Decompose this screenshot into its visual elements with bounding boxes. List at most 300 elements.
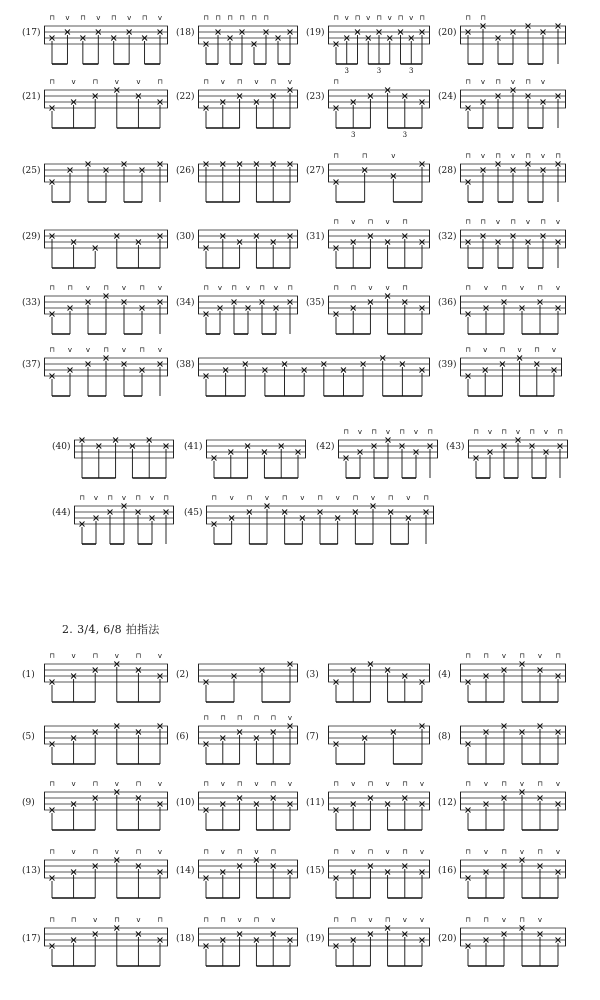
down-stroke-mark: ⊓ (480, 14, 486, 22)
up-stroke-mark: v (217, 284, 223, 292)
strum-example (184, 422, 314, 486)
down-stroke-mark: ⊓ (135, 494, 141, 502)
down-stroke-mark: ⊓ (361, 152, 368, 160)
down-stroke-mark: ⊓ (92, 78, 98, 86)
example-number: (21) (22, 92, 41, 102)
down-stroke-mark: ⊓ (70, 916, 77, 924)
example-number: (34) (176, 298, 195, 308)
tab-staff (328, 778, 430, 842)
strum-example (22, 278, 176, 342)
strum-example (176, 212, 306, 276)
up-stroke-mark: v (555, 284, 561, 292)
strum-example (176, 846, 306, 910)
strum-example (22, 846, 176, 910)
down-stroke-mark: ⊓ (92, 652, 98, 660)
down-stroke-mark: ⊓ (317, 494, 323, 502)
up-stroke-mark: v (543, 428, 549, 436)
tab-staff (198, 340, 430, 404)
down-stroke-mark: ⊓ (465, 652, 471, 660)
up-stroke-mark: v (287, 78, 293, 86)
up-stroke-mark: v (525, 218, 531, 226)
tab-staff (328, 914, 430, 978)
up-stroke-mark: v (413, 428, 419, 436)
down-stroke-mark: ⊓ (483, 652, 489, 660)
up-stroke-mark: v (540, 78, 546, 86)
up-stroke-mark: v (419, 848, 425, 856)
down-stroke-mark: ⊓ (501, 284, 507, 292)
strum-example (22, 712, 176, 776)
tab-staff (198, 8, 298, 72)
down-stroke-mark: ⊓ (80, 14, 86, 22)
down-stroke-mark: ⊓ (215, 14, 221, 22)
strum-example (176, 778, 306, 842)
down-stroke-mark: ⊓ (555, 652, 561, 660)
up-stroke-mark: v (300, 494, 305, 502)
triplet-number: 3 (402, 131, 408, 139)
down-stroke-mark: ⊓ (419, 14, 425, 22)
down-stroke-mark: ⊓ (402, 284, 408, 292)
down-stroke-mark: ⊓ (92, 848, 98, 856)
strum-example (438, 72, 574, 136)
down-stroke-mark: ⊓ (135, 780, 142, 788)
up-stroke-mark: v (351, 848, 356, 856)
up-stroke-mark: v (537, 916, 543, 924)
up-stroke-mark: v (483, 346, 488, 354)
down-stroke-mark: ⊓ (203, 848, 209, 856)
up-stroke-mark: v (519, 284, 525, 292)
down-stroke-mark: ⊓ (465, 152, 471, 160)
down-stroke-mark: ⊓ (270, 848, 276, 856)
example-number: (38) (176, 360, 195, 370)
strum-example (22, 212, 176, 276)
strum-example (176, 278, 306, 342)
up-stroke-mark: v (366, 14, 371, 22)
tab-staff (328, 146, 430, 210)
down-stroke-mark: ⊓ (465, 78, 471, 86)
down-stroke-mark: ⊓ (107, 494, 113, 502)
strum-example (22, 146, 176, 210)
up-stroke-mark: v (271, 916, 276, 924)
example-number: (22) (176, 92, 195, 102)
up-stroke-mark: v (501, 652, 507, 660)
strum-example (22, 650, 176, 714)
down-stroke-mark: ⊓ (49, 78, 55, 86)
tab-staff (460, 278, 566, 342)
up-stroke-mark: v (385, 428, 391, 436)
down-stroke-mark: ⊓ (501, 780, 507, 788)
strum-example (52, 488, 182, 552)
down-stroke-mark: ⊓ (287, 284, 293, 292)
tab-staff (206, 488, 434, 552)
up-stroke-mark: v (287, 714, 293, 722)
down-stroke-mark: ⊓ (501, 428, 507, 436)
down-stroke-mark: ⊓ (402, 848, 408, 856)
up-stroke-mark: v (551, 346, 557, 354)
triplet-number: 3 (376, 67, 382, 75)
down-stroke-mark: ⊓ (423, 494, 429, 502)
down-stroke-mark: ⊓ (399, 428, 405, 436)
up-stroke-mark: v (501, 916, 507, 924)
example-number: (15) (306, 866, 325, 876)
example-number: (29) (22, 232, 41, 242)
down-stroke-mark: ⊓ (139, 346, 145, 354)
down-stroke-mark: ⊓ (519, 916, 525, 924)
down-stroke-mark: ⊓ (141, 14, 148, 22)
down-stroke-mark: ⊓ (557, 428, 563, 436)
section-heading: 3/4, 6/8 拍指法 (77, 623, 160, 636)
up-stroke-mark: v (510, 152, 516, 160)
tab-staff (460, 846, 566, 910)
up-stroke-mark: v (114, 848, 119, 856)
down-stroke-mark: ⊓ (354, 14, 361, 22)
up-stroke-mark: v (391, 152, 396, 160)
example-number: (41) (184, 442, 203, 452)
example-number: (31) (306, 232, 325, 242)
down-stroke-mark: ⊓ (203, 916, 209, 924)
strum-example (22, 778, 176, 842)
strum-example (438, 146, 574, 210)
down-stroke-mark: ⊓ (555, 152, 561, 160)
tab-staff (328, 278, 430, 342)
down-stroke-mark: ⊓ (333, 284, 339, 292)
down-stroke-mark: ⊓ (465, 916, 471, 924)
down-stroke-mark: ⊓ (499, 346, 506, 354)
down-stroke-mark: ⊓ (367, 848, 374, 856)
up-stroke-mark: v (351, 218, 356, 226)
example-number: (10) (176, 798, 195, 808)
tab-staff (44, 914, 168, 978)
example-number: (43) (446, 442, 465, 452)
tab-staff (198, 278, 298, 342)
down-stroke-mark: ⊓ (333, 78, 339, 86)
strum-example (22, 340, 176, 404)
example-number: (1) (22, 670, 35, 680)
example-number: (44) (52, 508, 71, 518)
up-stroke-mark: v (85, 346, 91, 354)
down-stroke-mark: ⊓ (251, 14, 257, 22)
up-stroke-mark: v (71, 848, 76, 856)
up-stroke-mark: v (93, 916, 98, 924)
down-stroke-mark: ⊓ (203, 78, 209, 86)
down-stroke-mark: ⊓ (343, 428, 349, 436)
down-stroke-mark: ⊓ (163, 494, 169, 502)
tab-staff (460, 914, 566, 978)
strum-example (176, 72, 306, 136)
down-stroke-mark: ⊓ (220, 714, 226, 722)
up-stroke-mark: v (555, 848, 561, 856)
down-stroke-mark: ⊓ (367, 218, 374, 226)
down-stroke-mark: ⊓ (333, 848, 339, 856)
up-stroke-mark: v (264, 494, 270, 502)
up-stroke-mark: v (157, 780, 163, 788)
down-stroke-mark: ⊓ (465, 14, 471, 22)
tab-staff (198, 146, 298, 210)
down-stroke-mark: ⊓ (231, 284, 237, 292)
strum-example (438, 212, 574, 276)
tab-staff (74, 488, 174, 552)
down-stroke-mark: ⊓ (135, 652, 142, 660)
strum-example (438, 278, 574, 342)
up-stroke-mark: v (351, 780, 356, 788)
down-stroke-mark: ⊓ (49, 284, 55, 292)
example-number: (37) (22, 360, 41, 370)
up-stroke-mark: v (387, 14, 392, 22)
down-stroke-mark: ⊓ (227, 14, 233, 22)
up-stroke-mark: v (136, 78, 141, 86)
down-stroke-mark: ⊓ (203, 14, 209, 22)
up-stroke-mark: v (127, 14, 132, 22)
down-stroke-mark: ⊓ (397, 14, 404, 22)
example-number: (11) (306, 798, 325, 808)
tab-staff (44, 340, 168, 404)
up-stroke-mark: v (385, 284, 390, 292)
tab-staff (44, 778, 168, 842)
up-stroke-mark: v (517, 346, 522, 354)
down-stroke-mark: ⊓ (157, 916, 163, 924)
tab-staff (198, 712, 298, 776)
down-stroke-mark: ⊓ (402, 218, 408, 226)
down-stroke-mark: ⊓ (402, 780, 408, 788)
strum-example (306, 846, 438, 910)
down-stroke-mark: ⊓ (371, 428, 377, 436)
example-number: (40) (52, 442, 71, 452)
strum-example (306, 650, 438, 714)
up-stroke-mark: v (273, 284, 279, 292)
down-stroke-mark: ⊓ (387, 494, 394, 502)
strum-example (176, 146, 306, 210)
up-stroke-mark: v (65, 14, 70, 22)
up-stroke-mark: v (368, 284, 373, 292)
triplet-number: 3 (344, 67, 349, 75)
example-number: (9) (22, 798, 35, 808)
down-stroke-mark: ⊓ (333, 152, 339, 160)
down-stroke-mark: ⊓ (473, 428, 479, 436)
up-stroke-mark: v (510, 78, 516, 86)
down-stroke-mark: ⊓ (236, 780, 243, 788)
up-stroke-mark: v (71, 652, 76, 660)
down-stroke-mark: ⊓ (510, 218, 516, 226)
up-stroke-mark: v (93, 494, 99, 502)
tab-staff (198, 846, 298, 910)
up-stroke-mark: v (157, 284, 163, 292)
strum-example (446, 422, 576, 486)
triplet-number: 3 (350, 131, 356, 139)
up-stroke-mark: v (245, 284, 251, 292)
tab-staff (74, 422, 174, 486)
up-stroke-mark: v (121, 346, 127, 354)
tab-staff (328, 712, 430, 776)
down-stroke-mark: ⊓ (465, 218, 471, 226)
section-number: 2. (62, 623, 74, 636)
up-stroke-mark: v (368, 916, 373, 924)
example-number: (17) (22, 934, 41, 944)
down-stroke-mark: ⊓ (465, 346, 471, 354)
example-number: (18) (176, 934, 195, 944)
tab-staff (198, 212, 298, 276)
up-stroke-mark: v (357, 428, 363, 436)
strum-example (438, 778, 574, 842)
down-stroke-mark: ⊓ (537, 780, 543, 788)
tab-staff (460, 712, 566, 776)
example-number: (30) (176, 232, 195, 242)
up-stroke-mark: v (254, 848, 259, 856)
example-number: (27) (306, 166, 325, 176)
tab-staff (44, 146, 168, 210)
strum-example (22, 8, 176, 72)
example-number: (24) (438, 92, 457, 102)
up-stroke-mark: v (537, 652, 543, 660)
tab-staff (460, 8, 566, 72)
up-stroke-mark: v (385, 780, 390, 788)
example-number: (28) (438, 166, 457, 176)
down-stroke-mark: ⊓ (465, 848, 471, 856)
strum-example (306, 212, 438, 276)
example-number: (16) (438, 866, 457, 876)
strum-example (316, 422, 446, 486)
down-stroke-mark: ⊓ (49, 14, 55, 22)
tab-staff (460, 212, 566, 276)
down-stroke-mark: ⊓ (333, 916, 339, 924)
down-stroke-mark: ⊓ (110, 14, 117, 22)
up-stroke-mark: v (67, 346, 73, 354)
strum-example (306, 146, 438, 210)
tab-staff (44, 650, 168, 714)
down-stroke-mark: ⊓ (281, 494, 288, 502)
strum-example (22, 72, 176, 136)
strum-example (438, 712, 574, 776)
down-stroke-mark: ⊓ (495, 152, 501, 160)
up-stroke-mark: v (409, 14, 414, 22)
strum-example (184, 488, 442, 552)
down-stroke-mark: ⊓ (270, 78, 276, 86)
up-stroke-mark: v (157, 652, 163, 660)
up-stroke-mark: v (540, 152, 546, 160)
down-stroke-mark: ⊓ (203, 284, 209, 292)
down-stroke-mark: ⊓ (525, 78, 531, 86)
up-stroke-mark: v (157, 848, 163, 856)
tab-staff (198, 778, 298, 842)
down-stroke-mark: ⊓ (79, 494, 85, 502)
down-stroke-mark: ⊓ (333, 780, 339, 788)
up-stroke-mark: v (136, 916, 141, 924)
tab-staff (328, 8, 430, 75)
up-stroke-mark: v (114, 652, 119, 660)
down-stroke-mark: ⊓ (384, 916, 391, 924)
strum-example (176, 340, 438, 404)
example-number: (26) (176, 166, 195, 176)
example-number: (20) (438, 934, 457, 944)
down-stroke-mark: ⊓ (263, 14, 269, 22)
up-stroke-mark: v (114, 78, 119, 86)
strum-example (438, 650, 574, 714)
down-stroke-mark: ⊓ (537, 284, 543, 292)
strum-example (438, 846, 574, 910)
up-stroke-mark: v (406, 494, 411, 502)
down-stroke-mark: ⊓ (67, 284, 73, 292)
up-stroke-mark: v (483, 848, 489, 856)
up-stroke-mark: v (220, 848, 225, 856)
section-title (62, 621, 160, 637)
tab-staff (338, 422, 438, 486)
down-stroke-mark: ⊓ (259, 284, 265, 292)
up-stroke-mark: v (419, 916, 425, 924)
strum-example (52, 422, 182, 486)
down-stroke-mark: ⊓ (103, 284, 109, 292)
down-stroke-mark: ⊓ (246, 494, 253, 502)
down-stroke-mark: ⊓ (465, 780, 471, 788)
down-stroke-mark: ⊓ (519, 652, 525, 660)
example-number: (2) (176, 670, 189, 680)
up-stroke-mark: v (287, 780, 293, 788)
tab-staff (328, 212, 430, 276)
up-stroke-mark: v (229, 494, 234, 502)
up-stroke-mark: v (71, 780, 76, 788)
down-stroke-mark: ⊓ (157, 78, 163, 86)
example-number: (25) (22, 166, 41, 176)
up-stroke-mark: v (85, 284, 91, 292)
up-stroke-mark: v (555, 218, 561, 226)
down-stroke-mark: ⊓ (333, 14, 339, 22)
strum-example (176, 712, 306, 776)
strum-example (306, 778, 438, 842)
down-stroke-mark: ⊓ (350, 284, 356, 292)
tab-staff (44, 278, 168, 342)
tab-staff (460, 340, 562, 404)
example-number: (13) (22, 866, 41, 876)
down-stroke-mark: ⊓ (253, 714, 260, 722)
tab-staff (206, 422, 306, 486)
down-stroke-mark: ⊓ (495, 78, 501, 86)
down-stroke-mark: ⊓ (537, 848, 543, 856)
down-stroke-mark: ⊓ (139, 284, 145, 292)
tab-staff (44, 8, 168, 72)
down-stroke-mark: ⊓ (427, 428, 433, 436)
tab-staff (44, 212, 168, 276)
down-stroke-mark: ⊓ (465, 284, 471, 292)
example-number: (14) (176, 866, 195, 876)
example-number: (3) (306, 670, 319, 680)
down-stroke-mark: ⊓ (534, 346, 540, 354)
up-stroke-mark: v (385, 218, 390, 226)
up-stroke-mark: v (254, 78, 259, 86)
tab-staff (460, 650, 566, 714)
down-stroke-mark: ⊓ (49, 346, 55, 354)
strum-example (306, 914, 438, 978)
strum-example (176, 650, 306, 714)
down-stroke-mark: ⊓ (203, 714, 209, 722)
tab-staff (468, 422, 568, 486)
down-stroke-mark: ⊓ (92, 780, 98, 788)
example-number: (5) (22, 732, 35, 742)
up-stroke-mark: v (121, 494, 127, 502)
tab-staff (460, 778, 566, 842)
up-stroke-mark: v (220, 780, 225, 788)
down-stroke-mark: ⊓ (239, 14, 245, 22)
down-stroke-mark: ⊓ (114, 916, 120, 924)
up-stroke-mark: v (335, 494, 340, 502)
up-stroke-mark: v (149, 494, 155, 502)
down-stroke-mark: ⊓ (49, 780, 55, 788)
strum-example (438, 340, 570, 404)
up-stroke-mark: v (157, 346, 163, 354)
down-stroke-mark: ⊓ (203, 780, 209, 788)
down-stroke-mark: ⊓ (103, 346, 109, 354)
tab-staff (460, 146, 566, 210)
down-stroke-mark: ⊓ (270, 780, 276, 788)
triplet-number: 3 (409, 67, 414, 75)
down-stroke-mark: ⊓ (236, 714, 243, 722)
up-stroke-mark: v (114, 780, 119, 788)
